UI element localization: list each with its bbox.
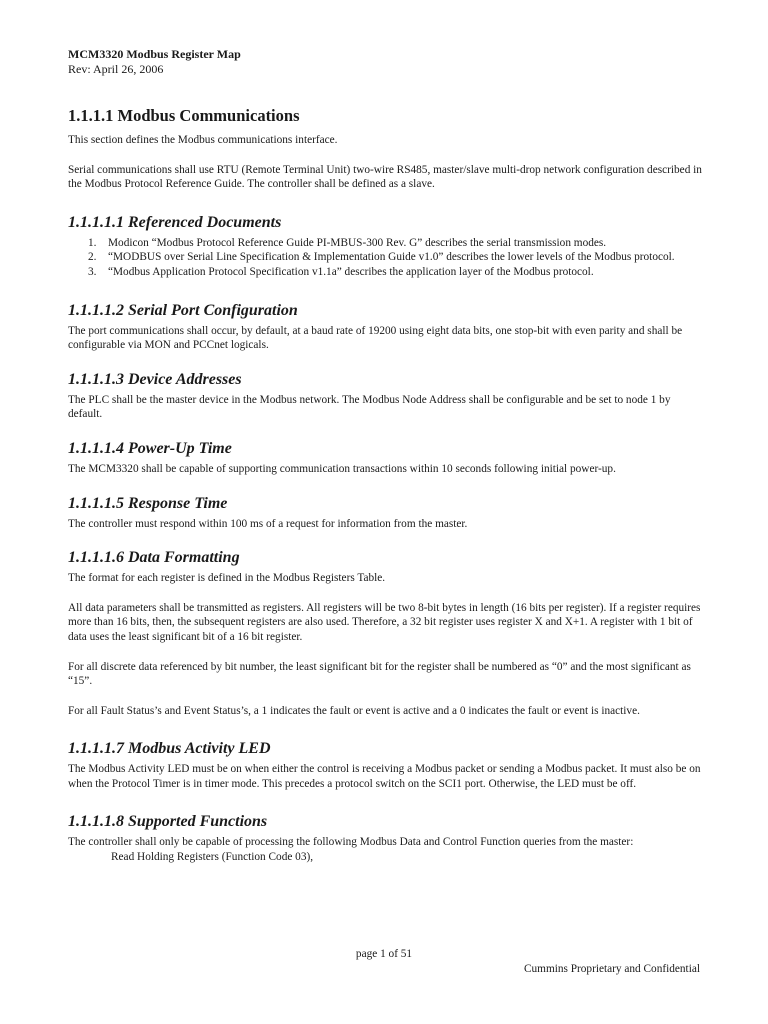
document-title: MCM3320 Modbus Register Map: [68, 47, 241, 61]
heading-response-time: 1.1.1.1.5 Response Time: [68, 494, 228, 512]
supported-functions-paragraph: The controller shall only be capable of processing the following Modbus Data and Control Function queries from the master:: [68, 836, 634, 849]
list-item: 1. Modicon “Modbus Protocol Reference Guide PI-MBUS-300 Rev. G” describes the serial transmission modes.: [88, 236, 607, 249]
list-item: 3. “Modbus Application Protocol Specification v1.1a” describes the application layer of the Modbus protocol.: [88, 265, 594, 278]
heading-power-up-time: 1.1.1.1.4 Power-Up Time: [68, 439, 232, 457]
serial-port-paragraph: The port communications shall occur, by default, at a baud rate of 19200 using eight data bits, one stop-bit with even parity and shall be configurable via MON and PCCnet logicals.: [68, 324, 683, 352]
document-revision: Rev: April 26, 2006: [68, 62, 164, 76]
section-intro-paragraph: This section defines the Modbus communications interface.: [68, 134, 338, 146]
heading-data-formatting: 1.1.1.1.6 Data Formatting: [68, 549, 240, 567]
heading-supported-functions: 1.1.1.1.8 Supported Functions: [68, 813, 268, 831]
confidential-notice: Cummins Proprietary and Confidential: [523, 963, 700, 975]
heading-modbus-activity-led: 1.1.1.1.7 Modbus Activity LED: [68, 740, 271, 758]
supported-function-item: Read Holding Registers (Function Code 03),: [111, 851, 314, 864]
document-body: [68, 106, 702, 865]
activity-led-paragraph: The Modbus Activity LED must be on when either the control is receiving a Modbus packet or sending a Modbus packet. It must also be on when the Protocol Timer is in timer mode. This precedes a protocol switch on the SCI1 port. Otherwise, the LED must be off.: [68, 763, 701, 790]
heading-device-addresses: 1.1.1.1.3 Device Addresses: [68, 370, 242, 388]
referenced-documents-list: [68, 236, 702, 280]
section-heading-modbus-communications: 1.1.1.1 Modbus Communications: [68, 106, 300, 125]
page-number: page 1 of 51: [355, 948, 413, 960]
serial-communications-paragraph: Serial communications shall use RTU (Remote Terminal Unit) two-wire RS485, master/slave multi-drop network configuration described in the Modbus Protocol Reference Guide. The controller shall be defined as a slave.: [68, 163, 702, 191]
list-item: 2. “MODBUS over Serial Line Specification & Implementation Guide v1.0” describes the lower levels of the Modbus protocol.: [88, 251, 675, 264]
data-formatting-paragraph-3: For all discrete data referenced by bit number, the least significant bit for the register shall be numbered as “0” and the most significant as “15”.: [68, 660, 691, 688]
heading-serial-port-configuration: 1.1.1.1.2 Serial Port Configuration: [68, 301, 298, 319]
power-up-paragraph: The MCM3320 shall be capable of supporting communication transactions within 10 seconds following initial power-up.: [68, 462, 616, 475]
data-formatting-paragraph-4: For all Fault Status’s and Event Status’s, a 1 indicates the fault or event is active and a 0 indicates the fault or event is inactive.: [68, 704, 640, 717]
data-formatting-paragraph-1: The format for each register is defined in the Modbus Registers Table.: [68, 572, 386, 585]
device-addresses-paragraph: The PLC shall be the master device in the Modbus network. The Modbus Node Address shall be configurable and be set to node 1 by default.: [68, 393, 671, 421]
heading-referenced-documents: 1.1.1.1.1 Referenced Documents: [68, 213, 282, 231]
data-formatting-paragraph-2: All data parameters shall be transmitted as registers. All registers will be two 8-bit bytes in length (16 bits per register). If a register requires more than 16 bits, then, the subsequent registers are also used. Therefore, a 32 bit register uses register X and X+1. A register with 1 bit of data uses the least significant bit of a 16 bit register.: [68, 601, 701, 643]
response-time-paragraph: The controller must respond within 100 ms of a request for information from the master.: [68, 517, 468, 530]
